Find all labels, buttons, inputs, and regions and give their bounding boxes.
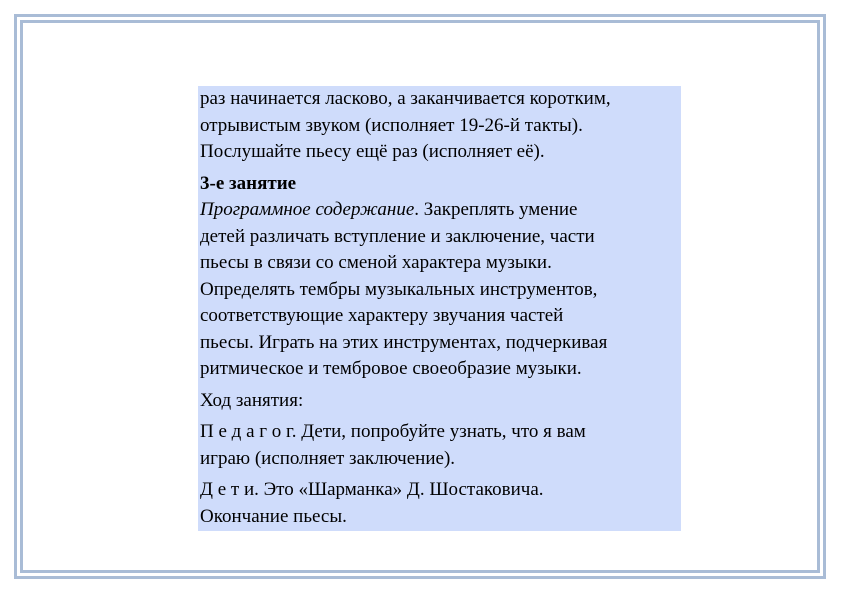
document-text-block [198,86,681,531]
intro-line-1: раз начинается ласково, а заканчивается коротким, [200,88,611,109]
program-content-line-7: ритмическое и тембровое своеобразие музыки. [200,358,582,379]
program-content-line-3: пьесы в связи со сменой характера музыки. [200,252,552,273]
program-content-line-1: . Закреплять умение [414,199,578,220]
lesson-progress-label: Ход занятия: [200,389,304,411]
lesson-heading: 3-е занятие [200,172,297,194]
intro-line-3: Послушайте пьесу ещё раз (исполняет её). [200,141,545,162]
teacher-line-1: П е д а г о г. Дети, попробуйте узнать, что я вам [200,421,586,442]
program-content-line-5: соответствующие характеру звучания частей [200,305,564,326]
program-content-line-2: детей различать вступление и заключение, части [200,225,595,247]
program-content-label: Программное содержание [200,199,415,220]
program-content-paragraph [200,197,681,383]
intro-paragraph [200,86,681,166]
teacher-line-2: играю (исполняет заключение). [200,447,456,469]
program-content-line-4: Определять тембры музыкальных инструментов, [200,278,598,300]
children-line-1: Д е т и. Это «Шарманка» Д. Шостаковича. [200,479,544,500]
teacher-paragraph [200,419,681,472]
children-paragraph [200,477,681,530]
children-line-2: Окончание пьесы. [200,505,347,527]
program-content-line-6: пьесы. Играть на этих инструментах, подчеркивая [200,331,608,353]
intro-line-2: отрывистым звуком (исполняет 19-26-й такты). [200,114,583,136]
